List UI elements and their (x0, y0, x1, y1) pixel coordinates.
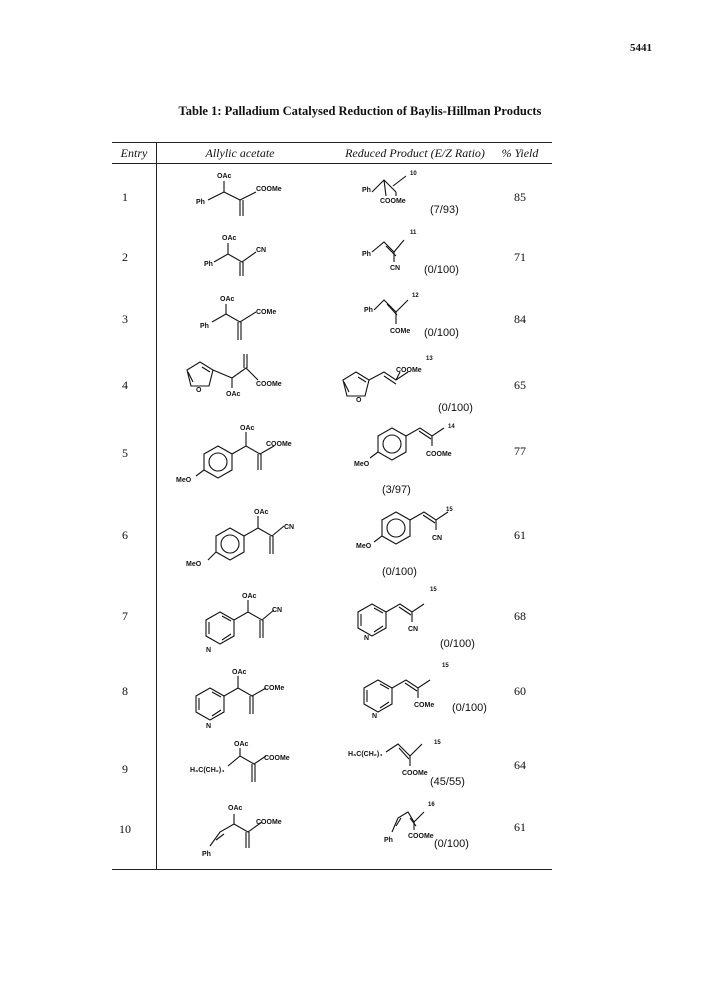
oac-label: OAc (240, 425, 255, 432)
ez-ratio: (7/93) (430, 204, 459, 216)
ez-ratio: (45/55) (430, 776, 465, 788)
pyridine-nitrogen-label: N (364, 635, 370, 642)
coome-label: COOMe (264, 755, 290, 762)
reduced-product-structure (356, 512, 448, 550)
reference-number: 15 (430, 587, 437, 593)
pyridine-nitrogen-label: N (372, 713, 378, 720)
entry-number: 4 (122, 378, 128, 392)
reference-number: 16 (428, 802, 435, 808)
yield-value: 85 (514, 190, 526, 204)
entry-number: 5 (122, 446, 128, 460)
reference-number: 13 (426, 356, 433, 362)
header-entry: Entry (120, 146, 148, 160)
cn-label: CN (284, 524, 295, 531)
ez-ratio: (0/100) (434, 838, 469, 850)
ph-label: Ph (196, 199, 205, 206)
furan-oxygen-label: O (356, 397, 362, 404)
ph-label: Ph (362, 187, 371, 194)
reference-number: 10 (410, 171, 417, 177)
reference-number: 15 (442, 663, 449, 669)
cn-label: CN (256, 247, 267, 254)
yield-value: 84 (514, 312, 526, 326)
ez-ratio: (0/100) (382, 566, 417, 578)
header-allylic-acetate: Allylic acetate (205, 146, 275, 160)
coome-label: COOMe (256, 819, 282, 826)
yield-value: 64 (514, 758, 526, 772)
coome-label: COOMe (380, 198, 406, 205)
oac-label: OAc (228, 805, 243, 812)
allylic-acetate-structure (187, 354, 282, 398)
reference-number: 11 (410, 230, 417, 236)
allylic-acetate-structure (196, 173, 282, 216)
oac-label: OAc (234, 741, 249, 748)
allylic-acetate-structure (186, 509, 294, 568)
entry-number: 6 (122, 528, 128, 542)
pyridine-ring (358, 604, 386, 636)
meo-label: MeO (176, 477, 192, 484)
oac-label: OAc (226, 391, 241, 398)
come-label: COMe (390, 328, 411, 335)
furan-ring (343, 372, 369, 396)
allylic-acetate-structure (190, 741, 290, 782)
benzene-ring (216, 528, 244, 560)
allylic-acetate-structure (176, 425, 292, 484)
pyridine-ring (364, 680, 392, 712)
oac-label: OAc (222, 235, 237, 242)
entry-number: 8 (122, 684, 128, 698)
yield-value: 61 (514, 528, 526, 542)
come-label: COMe (264, 685, 285, 692)
allylic-acetate-structure (196, 669, 284, 730)
cn-label: CN (408, 626, 419, 633)
reduced-product-structure (348, 744, 428, 777)
yield-value: 60 (514, 684, 526, 698)
reference-number: 12 (412, 293, 419, 299)
header-reduced-product: Reduced Product (E/Z Ratio) (345, 146, 485, 160)
meo-label: MeO (354, 461, 370, 468)
coome-label: COOMe (408, 833, 434, 840)
benzene-ring (382, 512, 410, 544)
come-label: COMe (256, 309, 277, 316)
entry-number: 10 (119, 822, 131, 836)
meo-label: MeO (356, 543, 372, 550)
reduced-product-structure (384, 812, 434, 844)
entry-number: 1 (122, 190, 128, 204)
entry-number: 3 (122, 312, 128, 326)
reference-number: 15 (446, 507, 453, 513)
furan-oxygen-label: O (196, 387, 202, 394)
oac-label: OAc (217, 173, 232, 180)
oac-label: OAc (254, 509, 269, 516)
ph-label: Ph (200, 323, 209, 330)
page-number: 5441 (630, 42, 652, 54)
coome-label: COOMe (266, 441, 292, 448)
pyridine-ring (206, 612, 234, 644)
alkyl-chain-label: H₃C(CH₂)₄ (348, 751, 383, 758)
ez-ratio: (3/97) (382, 484, 411, 496)
ez-ratio: (0/100) (424, 264, 459, 276)
allylic-acetate-structure (200, 296, 276, 340)
meo-label: MeO (186, 561, 202, 568)
header-yield: % Yield (501, 146, 539, 160)
reduced-product-structure (362, 240, 404, 272)
entry-number: 9 (122, 762, 128, 776)
ph-label: Ph (204, 261, 213, 268)
entry-number: 2 (122, 250, 128, 264)
cn-label: CN (390, 265, 401, 272)
reduced-product-structure (354, 428, 452, 468)
coome-label: COOMe (426, 451, 452, 458)
ph-label: Ph (364, 307, 373, 314)
reduced-product-structure (343, 367, 422, 404)
yield-value: 61 (514, 820, 526, 834)
table-title: Table 1: Palladium Catalysed Reduction of Baylis-Hillman Products (178, 104, 542, 118)
cn-label: CN (432, 535, 443, 542)
alkyl-chain-label: H₃C(CH₂)₄ (190, 767, 225, 774)
oac-label: OAc (242, 593, 257, 600)
ph-label: Ph (384, 837, 393, 844)
pyridine-nitrogen-label: N (206, 723, 212, 730)
reduced-product-structure (358, 604, 424, 642)
coome-label: COOMe (256, 381, 282, 388)
ph-label: Ph (202, 851, 211, 858)
ez-ratio: (0/100) (424, 327, 459, 339)
yield-value: 71 (514, 250, 526, 264)
reference-number: 14 (448, 424, 455, 430)
reduced-product-structure (364, 680, 434, 720)
yield-value: 65 (514, 378, 526, 392)
benzene-ring (204, 446, 232, 478)
yield-value: 68 (514, 609, 526, 623)
benzene-ring (378, 428, 406, 460)
yield-value: 77 (514, 444, 526, 458)
allylic-acetate-structure (204, 235, 266, 276)
allylic-acetate-structure (202, 805, 282, 858)
pyridine-nitrogen-label: N (206, 647, 212, 654)
ez-ratio: (0/100) (440, 638, 475, 650)
ph-label: Ph (362, 251, 371, 258)
coome-label: COOMe (396, 367, 422, 374)
come-label: COMe (414, 702, 435, 709)
ez-ratio: (0/100) (438, 402, 473, 414)
coome-label: COOMe (402, 770, 428, 777)
pyridine-ring (196, 688, 224, 720)
reference-number: 15 (434, 740, 441, 746)
furan-ring (187, 362, 213, 386)
oac-label: OAc (232, 669, 247, 676)
reduced-product-structure (364, 300, 410, 335)
oac-label: OAc (220, 296, 235, 303)
coome-label: COOMe (256, 186, 282, 193)
entry-number: 7 (122, 609, 128, 623)
ez-ratio: (0/100) (452, 702, 487, 714)
cn-label: CN (272, 607, 283, 614)
allylic-acetate-structure (206, 593, 282, 654)
reduced-product-structure (362, 176, 406, 205)
